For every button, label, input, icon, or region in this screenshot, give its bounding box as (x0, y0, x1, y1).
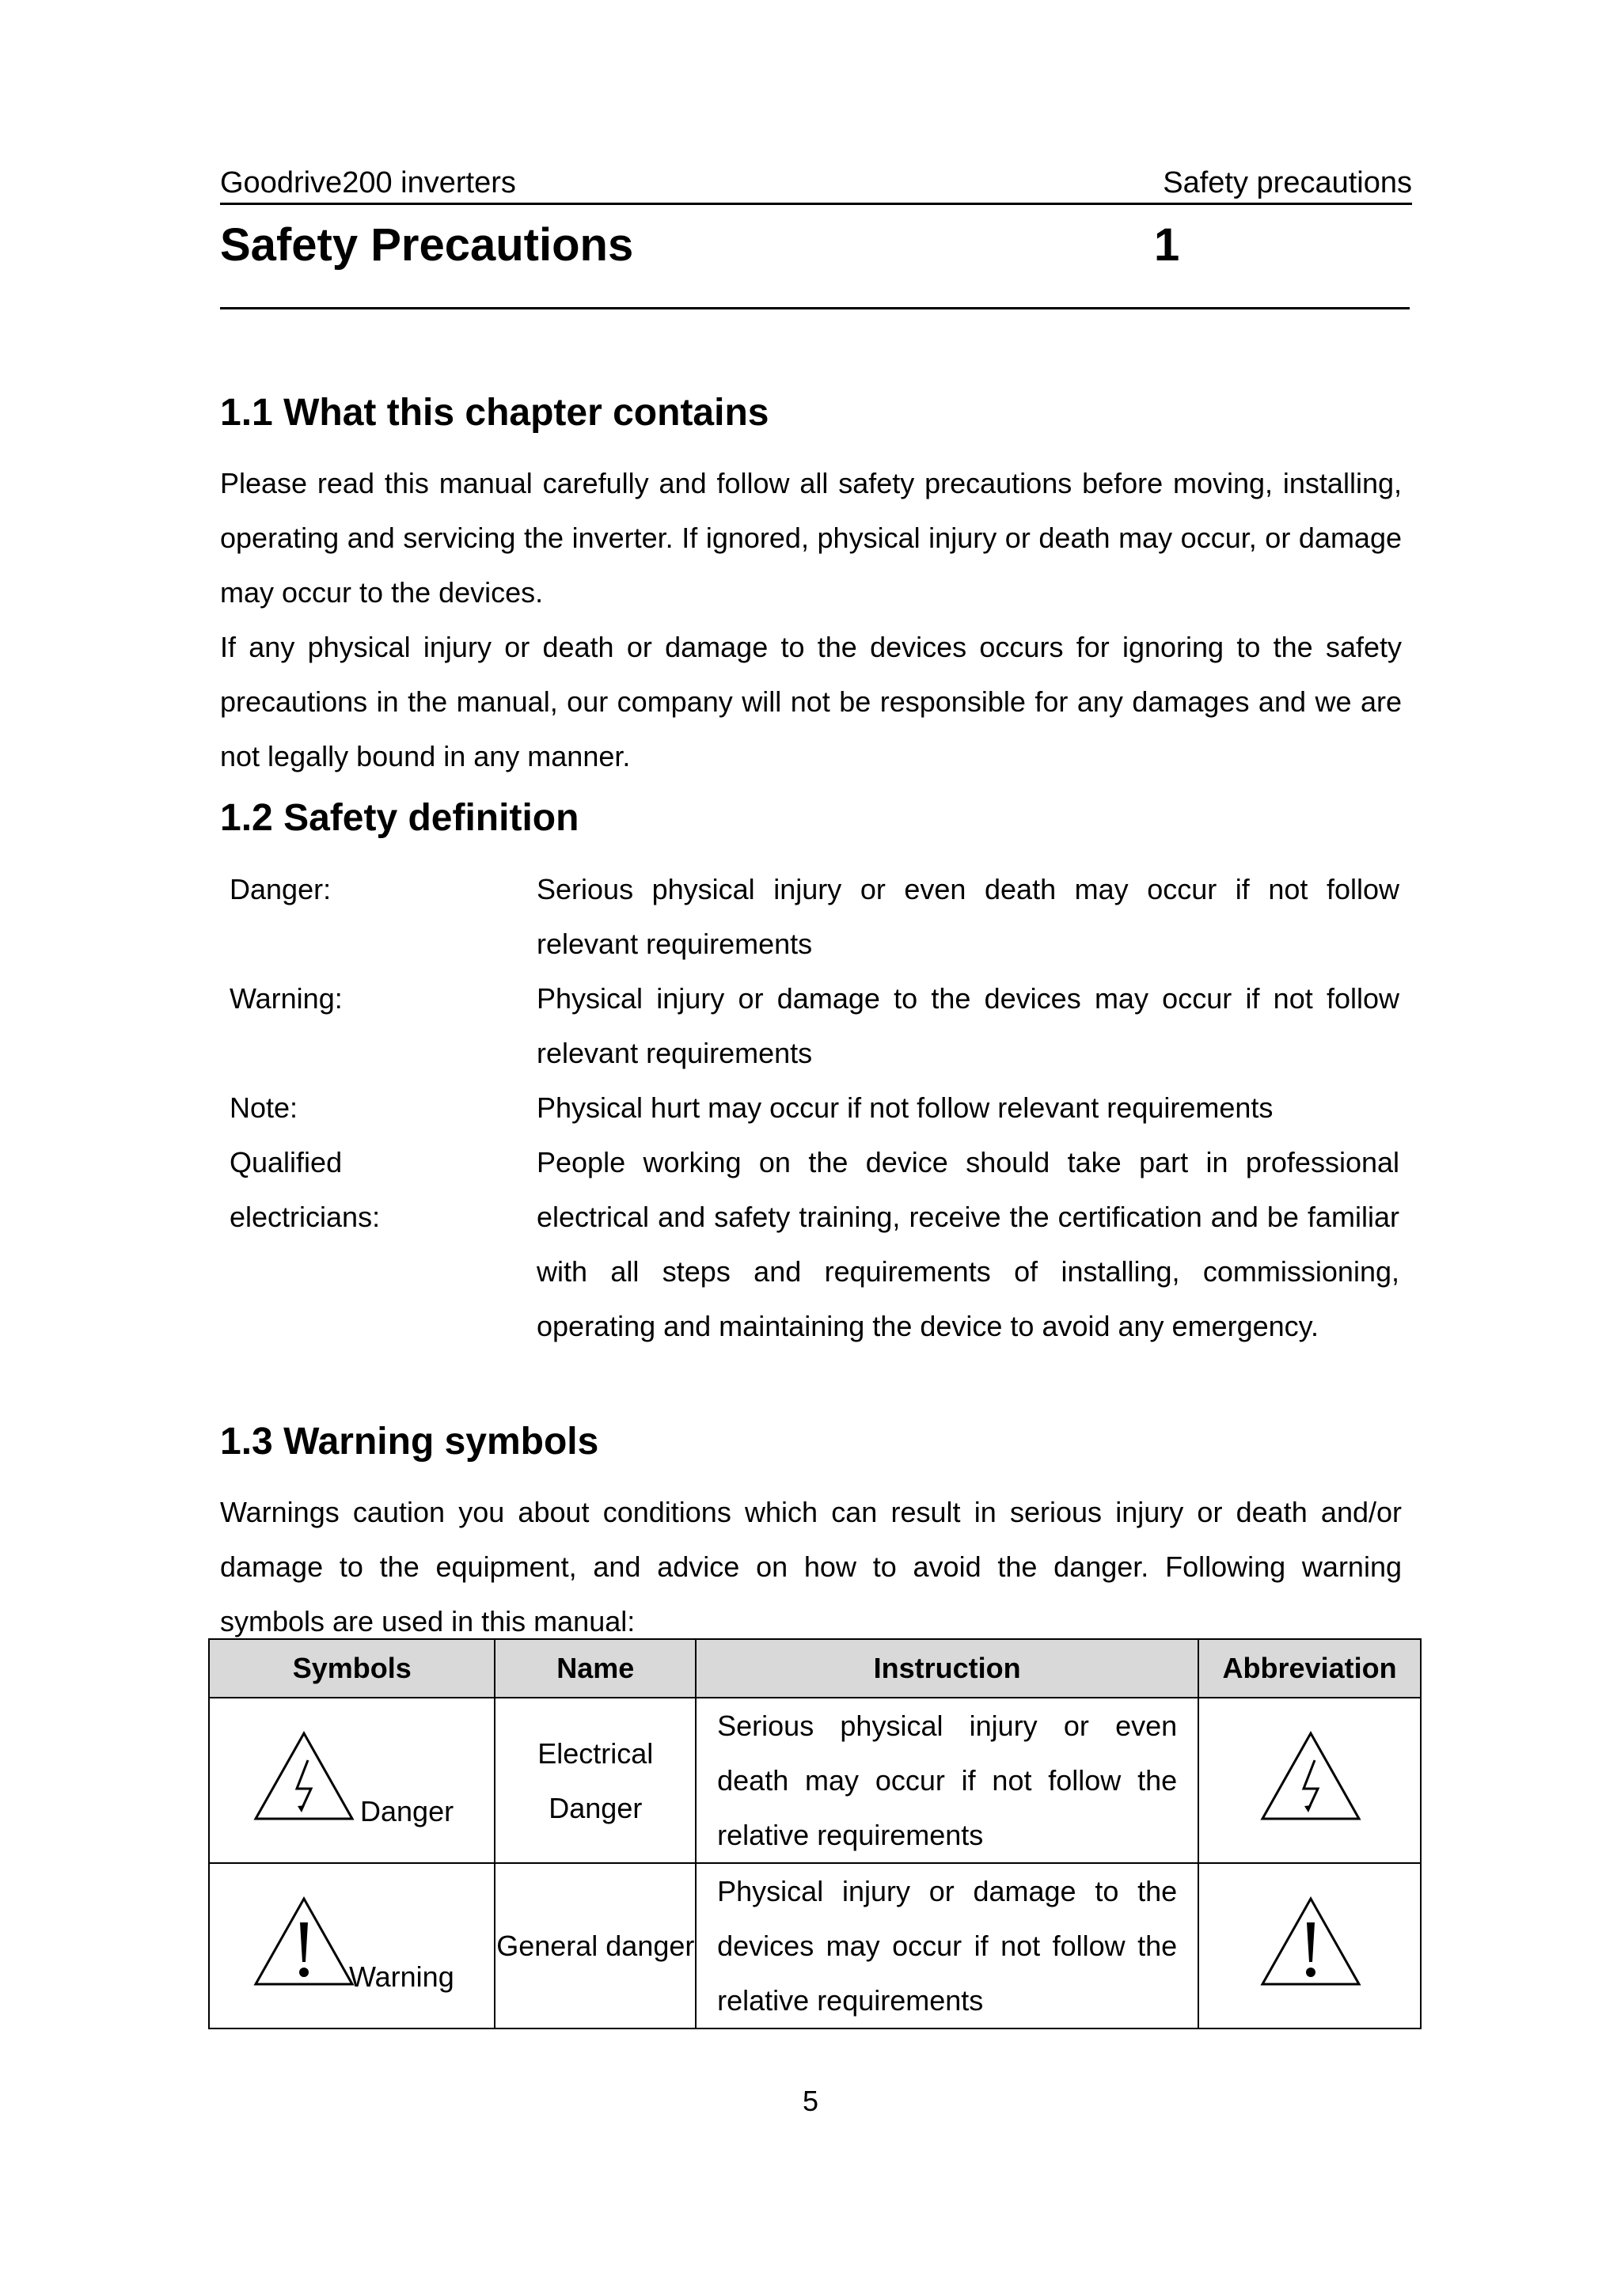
section-1-1-paragraph-1: Please read this manual carefully and follow all safety precautions before moving, installing, operating and servicing the inverter. If ignored, physical injury or death may occur, or damage may occur to the devices. (220, 467, 1402, 609)
symbol-label: Warning (349, 1960, 454, 1993)
section-1-1-paragraph-2: If any physical injury or death or damage to the devices occurs for ignoring to the safety precautions in the manual, our company will not be responsible for any damages and we are not legally bound in any manner. (220, 631, 1402, 772)
header-section-name: Safety precautions (1163, 166, 1412, 199)
page-number: 5 (802, 2085, 819, 2117)
chapter-number: 1 (1154, 219, 1180, 271)
section-heading-1-1: 1.1 What this chapter contains (220, 392, 769, 434)
column-header-symbols: Symbols (209, 1639, 495, 1698)
definition-term-warning: Warning: (230, 982, 343, 1015)
definition-desc-warning: Physical injury or damage to the devices may occur if not follow relevant requirements (537, 982, 1399, 1069)
running-header (220, 163, 1412, 205)
electrical-hazard-icon (252, 1730, 355, 1822)
definition-term-danger: Danger: (230, 873, 332, 905)
symbol-label: Danger (360, 1794, 454, 1827)
table-row (209, 1698, 1421, 1863)
section-1-3-paragraph: Warnings caution you about conditions which can result in serious injury or death and/or damage to the equipment, and advice on how to avoid the danger. Following warning symbols are used in this manual: (220, 1496, 1402, 1638)
name-cell: Electrical Danger (495, 1698, 696, 1863)
definition-term-note: Note: (230, 1091, 298, 1124)
section-heading-1-3: 1.3 Warning symbols (220, 1421, 599, 1463)
abbreviation-cell (1198, 1698, 1421, 1863)
column-header-name: Name (495, 1639, 696, 1698)
symbol-cell (209, 1863, 495, 2028)
chapter-divider (220, 307, 1410, 309)
definition-desc-danger: Serious physical injury or even death may occur if not follow relevant requirements (537, 873, 1399, 960)
exclamation-warning-icon (252, 1896, 355, 1987)
exclamation-warning-icon (1259, 1896, 1362, 1987)
header-product-name: Goodrive200 inverters (220, 166, 516, 199)
chapter-title: Safety Precautions (220, 219, 634, 271)
electrical-hazard-icon (1259, 1730, 1362, 1822)
abbreviation-cell (1198, 1863, 1421, 2028)
definition-desc-qualified-electricians: People working on the device should take part in professional electrical and safety training, receive the certification and be familiar with all steps and requirements of installing, commissioning, operating and maintaining the device to avoid any emergency. (537, 1146, 1399, 1342)
name-cell: General danger (495, 1863, 696, 2028)
column-header-instruction: Instruction (696, 1639, 1198, 1698)
definition-term-qualified-electricians: Qualified electricians: (230, 1146, 381, 1233)
column-header-abbreviation: Abbreviation (1198, 1639, 1421, 1698)
warning-symbols-table (208, 1638, 1422, 2029)
instruction-cell: Physical injury or damage to the devices may occur if not follow the relative requirements (696, 1863, 1198, 2028)
symbol-cell (209, 1698, 495, 1863)
table-header-row (209, 1639, 1421, 1698)
definition-desc-note: Physical hurt may occur if not follow relevant requirements (537, 1091, 1274, 1124)
instruction-cell: Serious physical injury or even death may occur if not follow the relative requirements (696, 1698, 1198, 1863)
table-row (209, 1863, 1421, 2028)
section-heading-1-2: 1.2 Safety definition (220, 797, 579, 839)
